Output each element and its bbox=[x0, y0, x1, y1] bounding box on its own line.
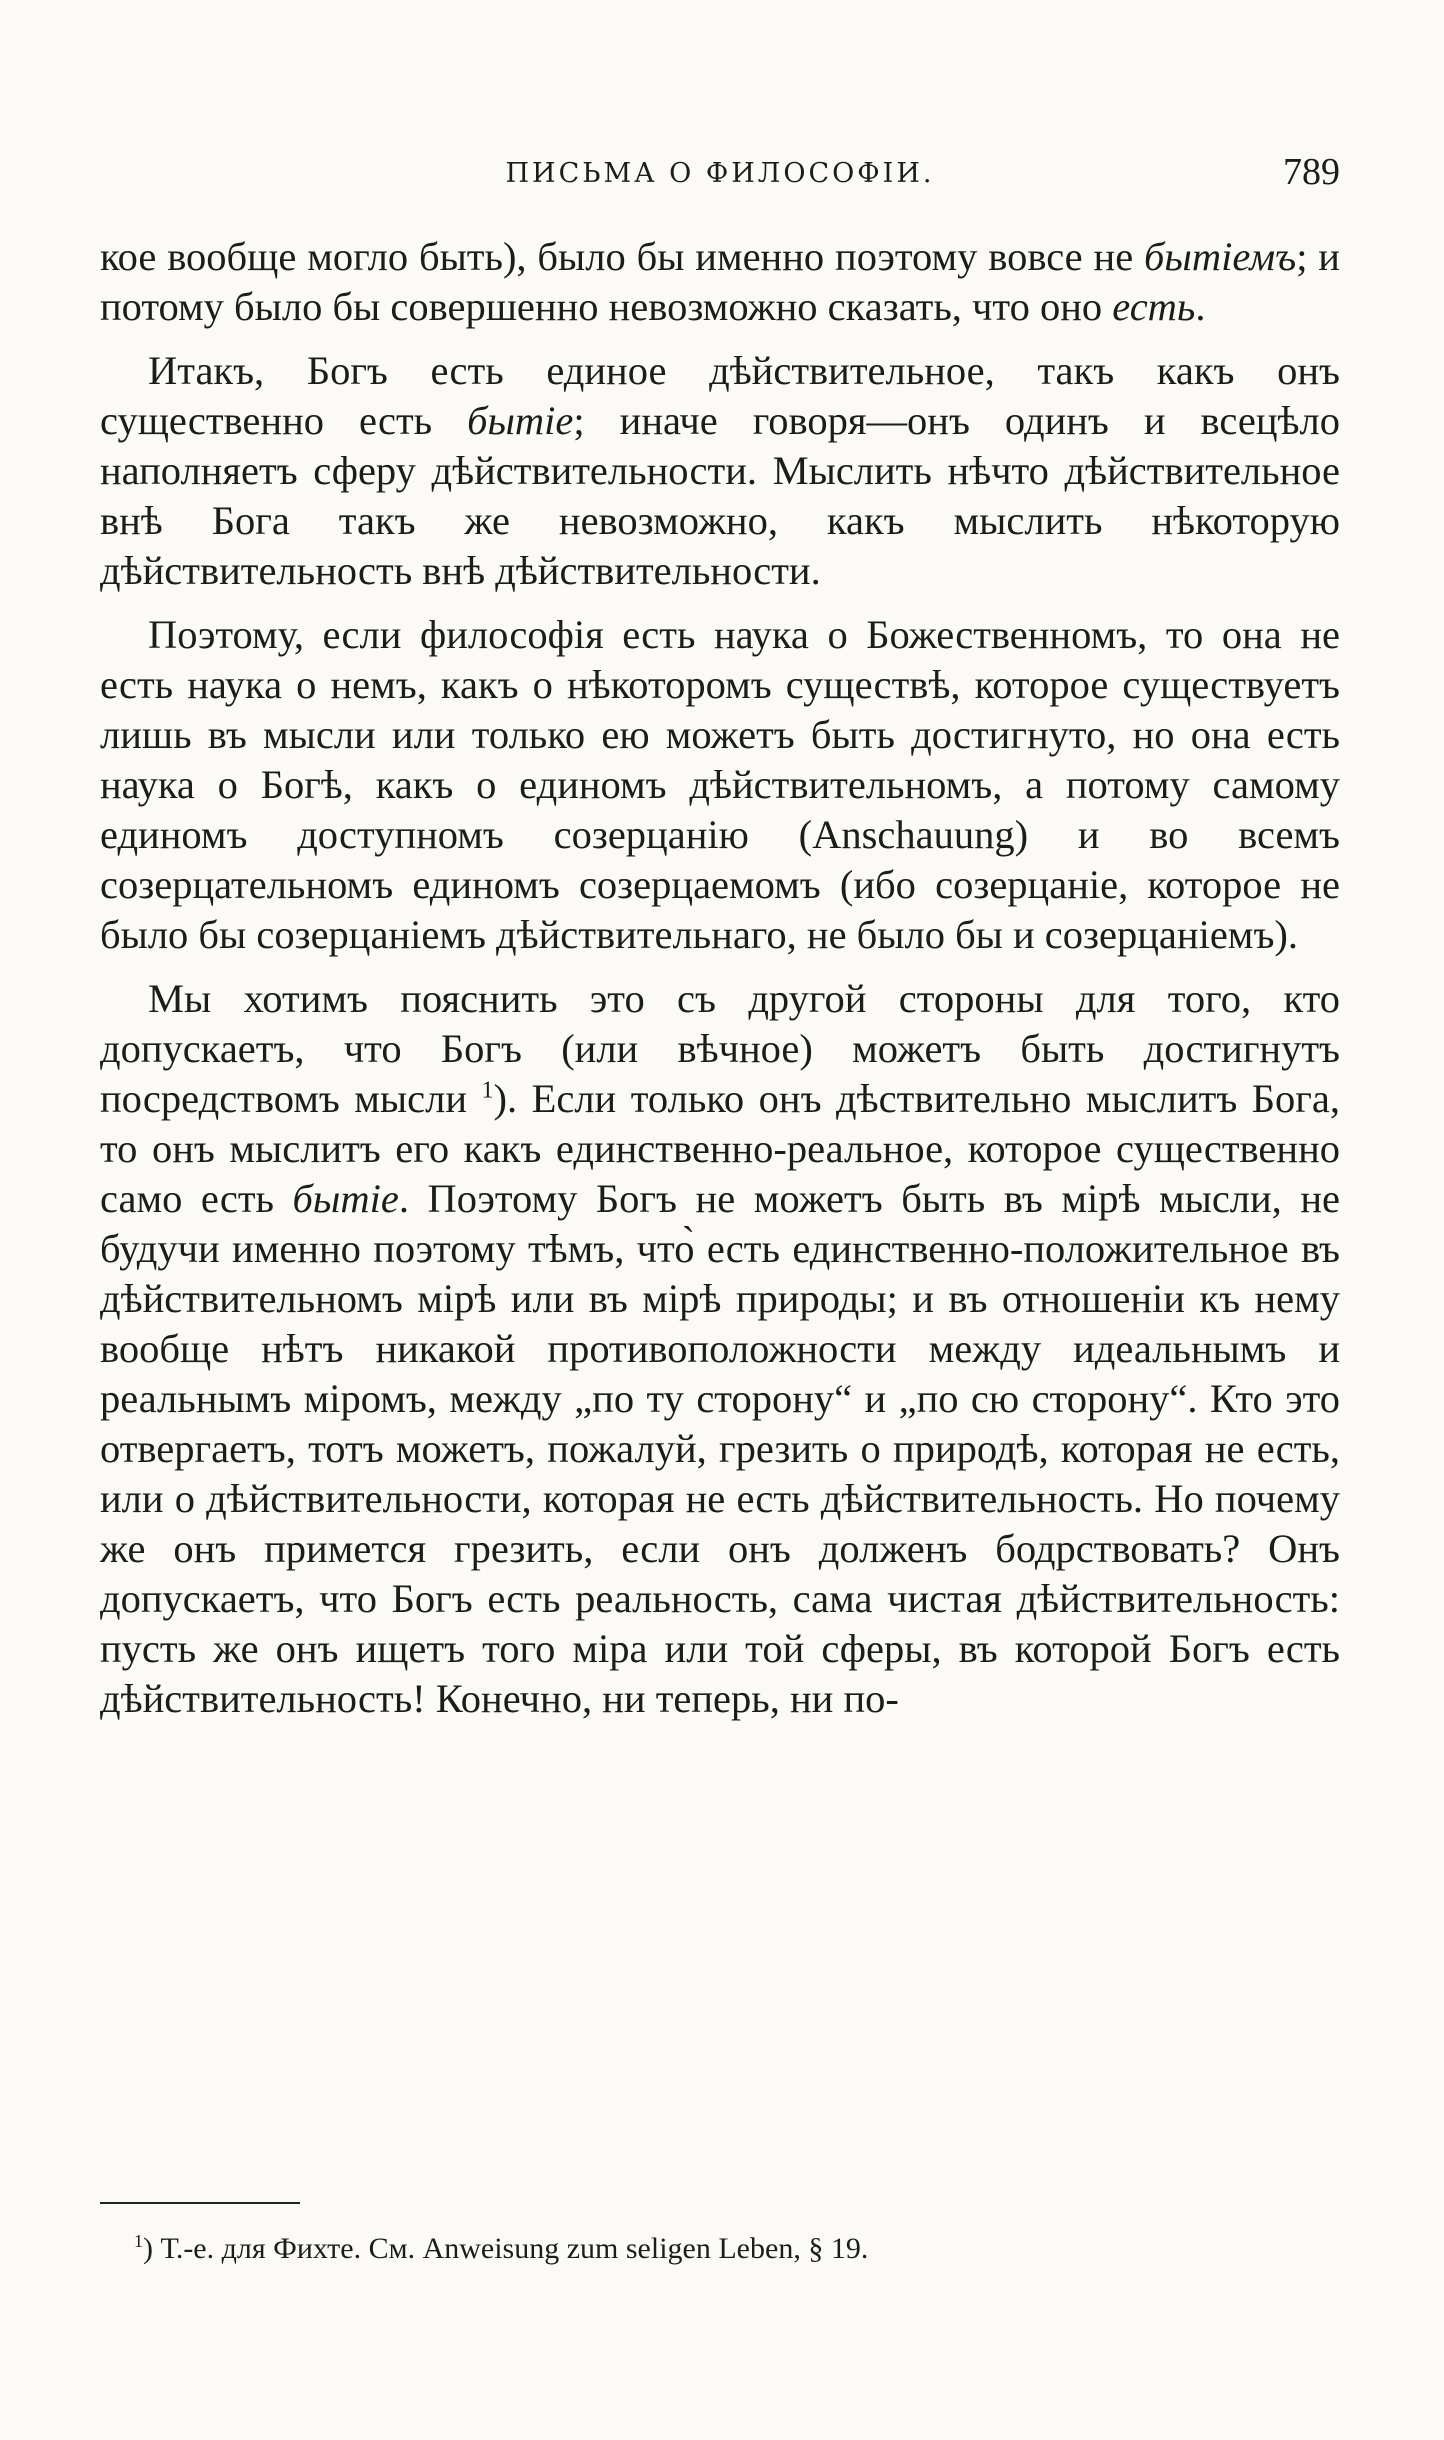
p2-emphasis-1: бытіе bbox=[467, 398, 574, 443]
p1-emphasis-2: есть bbox=[1112, 284, 1196, 329]
p2-text-a: Итакъ, Богъ есть единое дѣйствительное, такъ какъ онъ существенно есть bbox=[100, 348, 1340, 443]
p4-text-c: . Поэтому Богъ не можетъ быть въ мірѣ мысли, не будучи именно поэтому тѣмъ, что̀ есть единственно-положительное въ дѣйствительномъ мірѣ или въ мірѣ природы; и въ отношеніи къ нему вообще нѣтъ никакой противоположности между идеальнымъ и реальнымъ міромъ, между „по ту сторону“ и „по сю сторону“. Кто это отвергаетъ, тотъ можетъ, пожалуй, грезить о природѣ, которая не есть, или о дѣйствительности, которая не есть дѣйствительность. Но почему же онъ примется грезить, если онъ долженъ бодрствовать? Онъ допускаетъ, что Богъ есть реальность, сама чистая дѣйствительность: пусть же онъ ищетъ того міра или той сферы, въ которой Богъ есть дѣйствительность! Конечно, ни теперь, ни по- bbox=[100, 1176, 1340, 1721]
body-text bbox=[100, 232, 1340, 1738]
paragraph-3 bbox=[100, 610, 1340, 960]
footnote-text: ) Т.-е. для Фихте. См. Anweisung zum seligen Leben, § 19. bbox=[143, 2232, 869, 2265]
p3-text-a: Поэтому, если философія есть наука о Божественномъ, то она не есть наука о немъ, какъ о нѣкоторомъ существѣ, которое существуетъ лишь въ мысли или только ею можетъ быть достигнуто, но она есть наука о Богѣ, какъ о единомъ дѣйствительномъ, а потому самому единомъ доступномъ созерцанію (Anschauung) и во всемъ созерцательномъ единомъ созерцаемомъ (ибо созерцаніе, которое не было бы созерцаніемъ дѣйствительнаго, не было бы и созерцаніемъ). bbox=[100, 612, 1340, 957]
paragraph-2 bbox=[100, 346, 1340, 596]
page-header bbox=[100, 150, 1340, 210]
page-number: 789 bbox=[1283, 151, 1340, 193]
footnote-marker: 1 bbox=[134, 2231, 143, 2251]
footnote-reference[interactable]: 1 bbox=[481, 1077, 494, 1104]
footnote bbox=[134, 2222, 1314, 2268]
p2-text-b: ; иначе говоря—онъ одинъ и всецѣло наполняетъ сферу дѣйствительности. Мыслить нѣчто дѣйствительное внѣ Бога такъ же невозможно, какъ мыслить нѣкоторую дѣйствительность внѣ дѣйствительности. bbox=[100, 398, 1340, 593]
running-title: ПИСЬМА О ФИЛОСОФІИ. bbox=[505, 158, 935, 189]
p4-emphasis-1: бытіе bbox=[292, 1176, 399, 1221]
p1-text-c: . bbox=[1195, 284, 1206, 329]
paragraph-1 bbox=[100, 232, 1340, 332]
p1-text-a: кое вообще могло быть), было бы именно поэтому вовсе не bbox=[100, 234, 1145, 279]
p1-emphasis-1: бытіемъ bbox=[1144, 234, 1297, 279]
p1-text-b: ; и потому было бы совершенно невозможно сказать, что оно bbox=[100, 234, 1340, 329]
paragraph-4 bbox=[100, 974, 1340, 1724]
footnote-divider bbox=[100, 2202, 300, 2204]
p4-text-b: ). Если только онъ дѣствительно мыслитъ Бога, то онъ мыслитъ его какъ единственно-реальное, которое существенно само есть bbox=[100, 1076, 1340, 1221]
p4-text-a: Мы хотимъ пояснить это съ другой стороны для того, кто допускаетъ, что Богъ (или вѣчное) можетъ быть достигнутъ посредствомъ мысли bbox=[100, 976, 1340, 1121]
